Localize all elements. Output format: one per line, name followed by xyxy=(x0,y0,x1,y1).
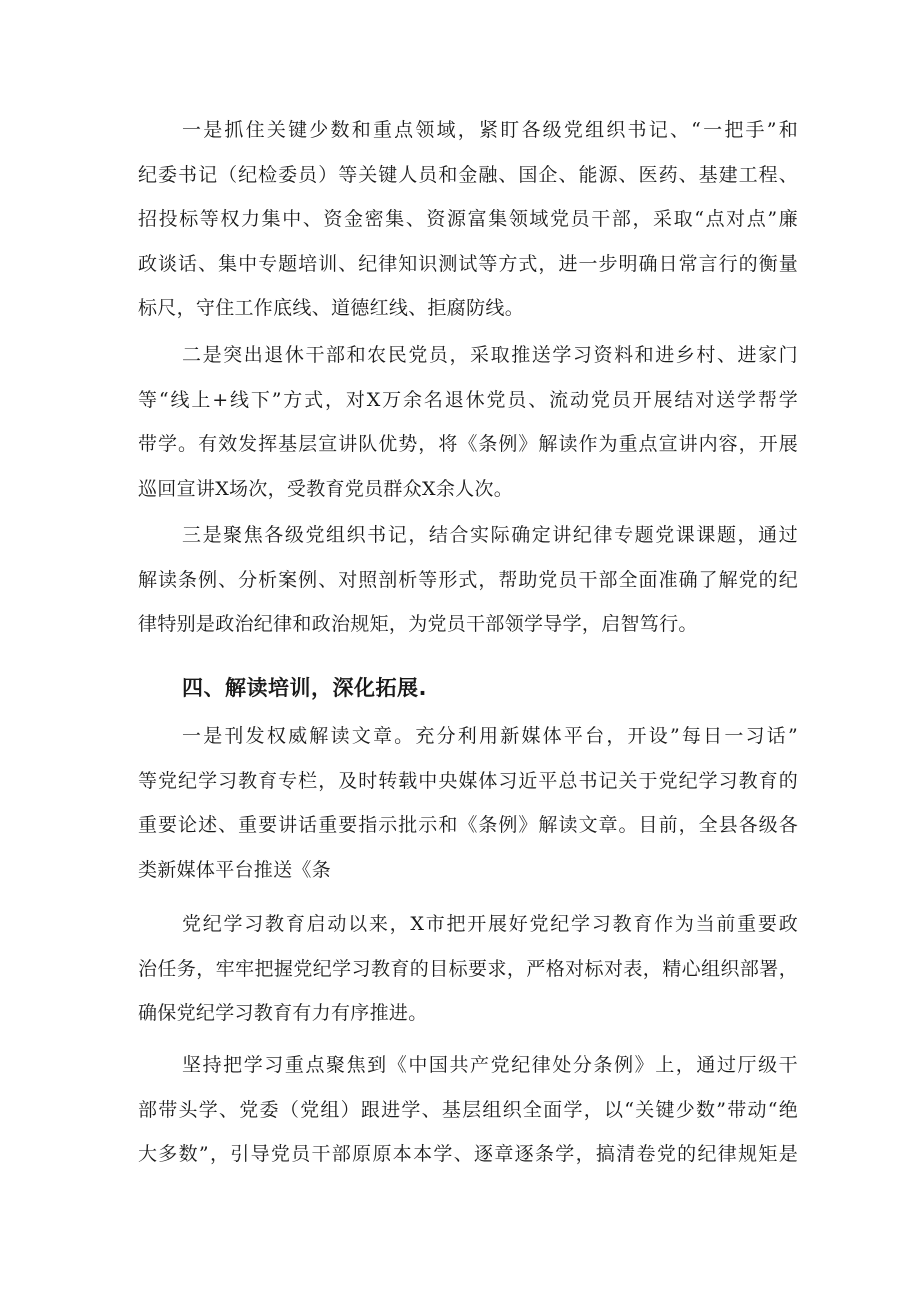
text-line: 坚持把学习重点聚焦到《中国共产党纪律处分条例》上，通过厅级干 xyxy=(182,1054,798,1076)
text-line: 政谈话、集中专题培训、纪律知识测试等方式，进一步明确日常言行的衡量 xyxy=(138,252,798,275)
text-line: 标尺，守住工作底线、道德红线、拒腐防线。 xyxy=(138,297,525,319)
paragraph-retired-cadres xyxy=(138,333,798,511)
text-line: 大多数”，引导党员干部原原本本学、逐章逐条学，搞清卷党的纪律规矩是 xyxy=(138,1143,798,1165)
paragraph-study-focus xyxy=(138,1043,798,1177)
text-line: 纪委书记（纪检委员）等关键人员和金融、国企、能源、医药、基建工程、 xyxy=(138,163,798,186)
text-line: 党纪学习教育启动以来，X市把开展好党纪学习教育作为当前重要政 xyxy=(182,913,798,935)
text-line: 一是刊发权威解读文章。充分利用新媒体平台，开设”每日一习话” xyxy=(182,725,798,747)
text-line: 类新媒体平台推送《条 xyxy=(138,858,332,881)
text-line: 带学。有效发挥基层宣讲队优势，将《条例》解读作为重点宣讲内容，开展 xyxy=(138,433,798,455)
text-line: 部带头学、党委（党组）跟进学、基层组织全面学，以“关键少数”带动“绝 xyxy=(138,1098,798,1121)
text-line: 等党纪学习教育专栏，及时转载中央媒体习近平总书记关于党纪学习教育的 xyxy=(138,769,798,792)
text-line: 确保党纪学习教育有力有序推进。 xyxy=(138,1002,428,1024)
section-heading: 四、解读培训，深化拓展. xyxy=(182,676,427,700)
text-line: 重要论述、重要讲话重要指示批示和《条例》解读文章。目前，全县各级各 xyxy=(138,814,798,836)
text-line: 一是抓住关键少数和重点领域，紧盯各级党组织书记、“一把手”和 xyxy=(182,119,798,141)
paragraph-publish-articles xyxy=(138,714,798,892)
text-line: 三是聚焦各级党组织书记，结合实际确定讲纪律专题党课课题，通过 xyxy=(182,524,798,546)
paragraph-key-minority xyxy=(138,108,798,331)
text-line: 解读条例、分析案例、对照剖析等形式，帮助党员干部全面准确了解党的纪 xyxy=(138,568,798,591)
text-line: 招投标等权力集中、资金密集、资源富集领域党员干部，采取“点对点”廉 xyxy=(138,208,798,230)
text-line: 二是突出退休干部和农民党员，采取推送学习资料和进乡村、进家门 xyxy=(182,344,798,366)
text-line: 等“线上+线下”方式，对X万余名退休党员、流动党员开展结对送学帮学 xyxy=(138,388,798,411)
paragraph-party-secretaries xyxy=(138,513,798,647)
paragraph-education-launch xyxy=(138,902,798,1036)
text-line: 治任务，牢牢把握党纪学习教育的目标要求，严格对标对表，精心组织部署， xyxy=(138,957,798,980)
text-line: 律特别是政治纪律和政治规矩，为党员干部领学导学，启智笃行。 xyxy=(138,613,698,635)
text-line: 巡回宣讲X场次，受教育党员群众X余人次。 xyxy=(138,477,514,500)
